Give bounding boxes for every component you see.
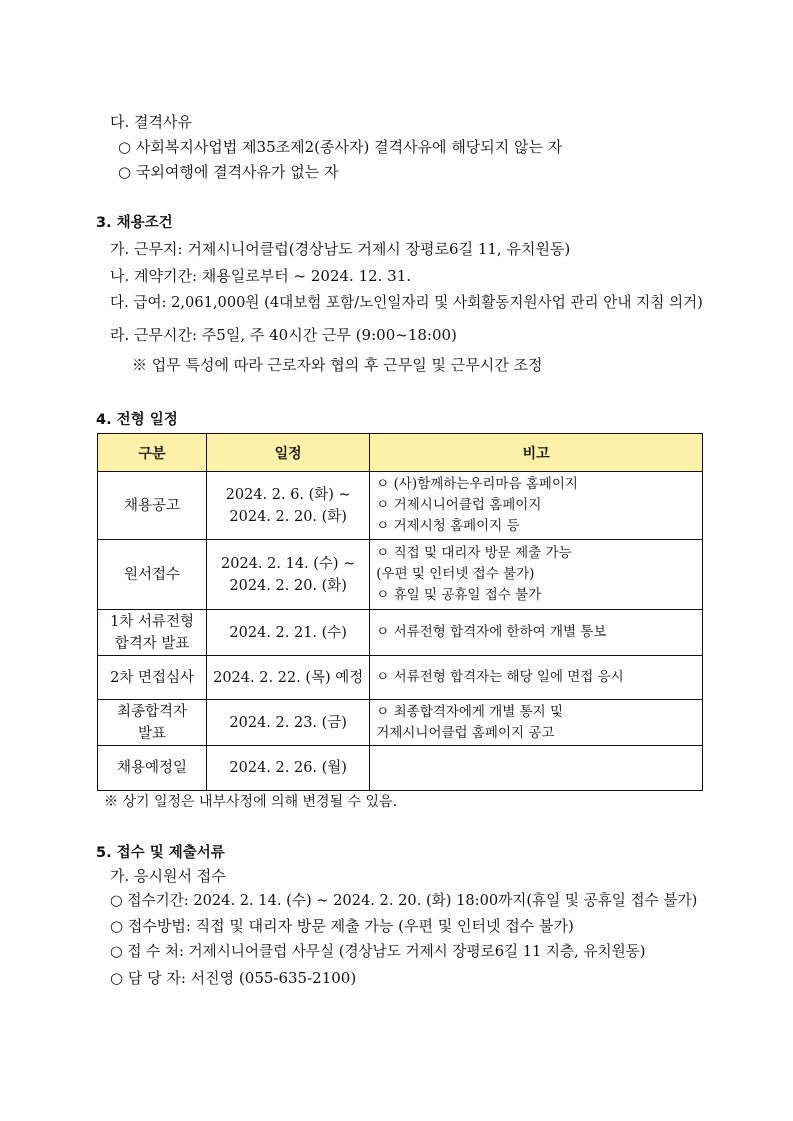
- schedule-remarks: [370, 746, 703, 791]
- schedule-date: [207, 700, 370, 746]
- application-place: ○ 접 수 처: 거제시니어클럽 사무실 (경상남도 거제시 장평로6길 11 지층, 유치원동): [110, 943, 646, 960]
- schedule-category-line: 채용예정일: [117, 760, 188, 776]
- disqualification-item-2: ○ 국외여행에 결격사유가 없는 자: [118, 163, 339, 181]
- schedule-remarks-line: (우편 및 인터넷 접수 불가): [376, 566, 535, 582]
- schedule-date-line: 2024. 2. 22. (목) 예정: [213, 669, 364, 686]
- header-date: 일정: [207, 434, 370, 472]
- schedule-table: [97, 433, 703, 791]
- condition-work-hours: 라. 근무시간: 주5일, 주 40시간 근무 (9:00~18:00): [110, 326, 457, 344]
- section-3-title: 3. 채용조건: [96, 215, 173, 231]
- application-period: ○ 접수기간: 2024. 2. 14. (수) ~ 2024. 2. 20. (화) 18:00까지(휴일 및 공휴일 접수 불가): [110, 892, 698, 909]
- schedule-remarks: [370, 700, 703, 746]
- schedule-category: [98, 472, 207, 540]
- schedule-category-line: 합격자 발표: [114, 635, 190, 652]
- condition-note: ※ 업무 특성에 따라 근로자와 협의 후 근무일 및 근무시간 조정: [132, 356, 543, 374]
- schedule-header-row: [98, 434, 703, 472]
- schedule-remarks-line: ㅇ 최종합격자에게 개별 통지 및: [376, 703, 563, 720]
- schedule-row: [98, 700, 703, 746]
- schedule-row: [98, 610, 703, 656]
- schedule-date-line: 2024. 2. 23. (금): [229, 714, 347, 731]
- section-da-title: 다. 결격사유: [110, 113, 192, 131]
- schedule-category-line: 2차 면접심사: [110, 669, 194, 686]
- schedule-row: [98, 656, 703, 700]
- schedule-remarks-line: 거제시니어클럽 홈페이지 공고: [376, 724, 555, 741]
- schedule-category-line: 원서접수: [124, 566, 181, 583]
- schedule-category: [98, 746, 207, 791]
- schedule-date-line: 2024. 2. 20. (화): [229, 577, 347, 594]
- schedule-category-line: 발표: [138, 725, 167, 742]
- schedule-category-line: 최종합격자: [117, 703, 188, 720]
- header-category: 구분: [98, 434, 207, 472]
- schedule-remarks-line: ㅇ 서류전형 합격자에 한하여 개별 통보: [376, 624, 607, 640]
- schedule-row: [98, 472, 703, 540]
- schedule-date: [207, 746, 370, 791]
- section-5-title: 5. 접수 및 제출서류: [96, 845, 225, 861]
- schedule-date-line: 2024. 2. 26. (월): [229, 760, 347, 776]
- schedule-category-line: 채용공고: [124, 497, 181, 514]
- schedule-category: [98, 656, 207, 700]
- schedule-remarks: [370, 472, 703, 540]
- schedule-date: [207, 610, 370, 656]
- schedule-remarks: [370, 656, 703, 700]
- schedule-footnote: ※ 상기 일정은 내부사정에 의해 변경될 수 있음.: [104, 794, 398, 810]
- schedule-row: [98, 746, 703, 791]
- schedule-remarks: [370, 540, 703, 610]
- schedule-remarks-line: ㅇ (사)함께하는우리마음 홈페이지: [376, 476, 578, 492]
- schedule-remarks-line: ㅇ 휴일 및 공휴일 접수 불가: [376, 587, 542, 603]
- schedule-category: [98, 610, 207, 656]
- schedule-row: [98, 540, 703, 610]
- schedule-remarks-line: ㅇ 거제시니어클럽 홈페이지: [376, 497, 542, 513]
- application-subtitle: 가. 응시원서 접수: [110, 867, 226, 885]
- schedule-remarks-line: ㅇ 거제시청 홈페이지 등: [376, 518, 520, 534]
- schedule-date-line: 2024. 2. 20. (화): [229, 508, 347, 525]
- application-contact: ○ 담 당 자: 서진영 (055-635-2100): [110, 969, 357, 987]
- schedule-date-line: 2024. 2. 21. (수): [229, 624, 347, 641]
- condition-salary: 다. 급여: 2,061,000원 (4대보험 포함/노인일자리 및 사회활동지원사업 관리 안내 지침 의거): [110, 294, 703, 311]
- schedule-date: [207, 540, 370, 610]
- condition-workplace: 가. 근무지: 거제시니어클럽(경상남도 거제시 장평로6길 11, 유치원동): [110, 240, 571, 258]
- disqualification-item-1: ○ 사회복지사업법 제35조제2(종사자) 결격사유에 해당되지 않는 자: [118, 138, 563, 156]
- schedule-remarks: [370, 610, 703, 656]
- section-4-title: 4. 전형 일정: [96, 412, 178, 428]
- schedule-date-line: 2024. 2. 6. (화) ~: [225, 486, 351, 503]
- schedule-date: [207, 472, 370, 540]
- schedule-date-line: 2024. 2. 14. (수) ~: [221, 555, 356, 572]
- application-method: ○ 접수방법: 직접 및 대리자 방문 제출 가능 (우편 및 인터넷 접수 불가): [110, 917, 574, 935]
- schedule-remarks-line: ㅇ 직접 및 대리자 방문 제출 가능: [376, 545, 572, 561]
- condition-contract-period: 나. 계약기간: 채용일로부터 ~ 2024. 12. 31.: [110, 267, 412, 285]
- schedule-category: [98, 700, 207, 746]
- schedule-category-line: 1차 서류전형: [110, 613, 194, 630]
- header-remarks: 비고: [370, 434, 703, 472]
- schedule-category: [98, 540, 207, 610]
- schedule-date: [207, 656, 370, 700]
- schedule-remarks-line: ㅇ 서류전형 합격자는 해당 일에 면접 응시: [376, 669, 624, 685]
